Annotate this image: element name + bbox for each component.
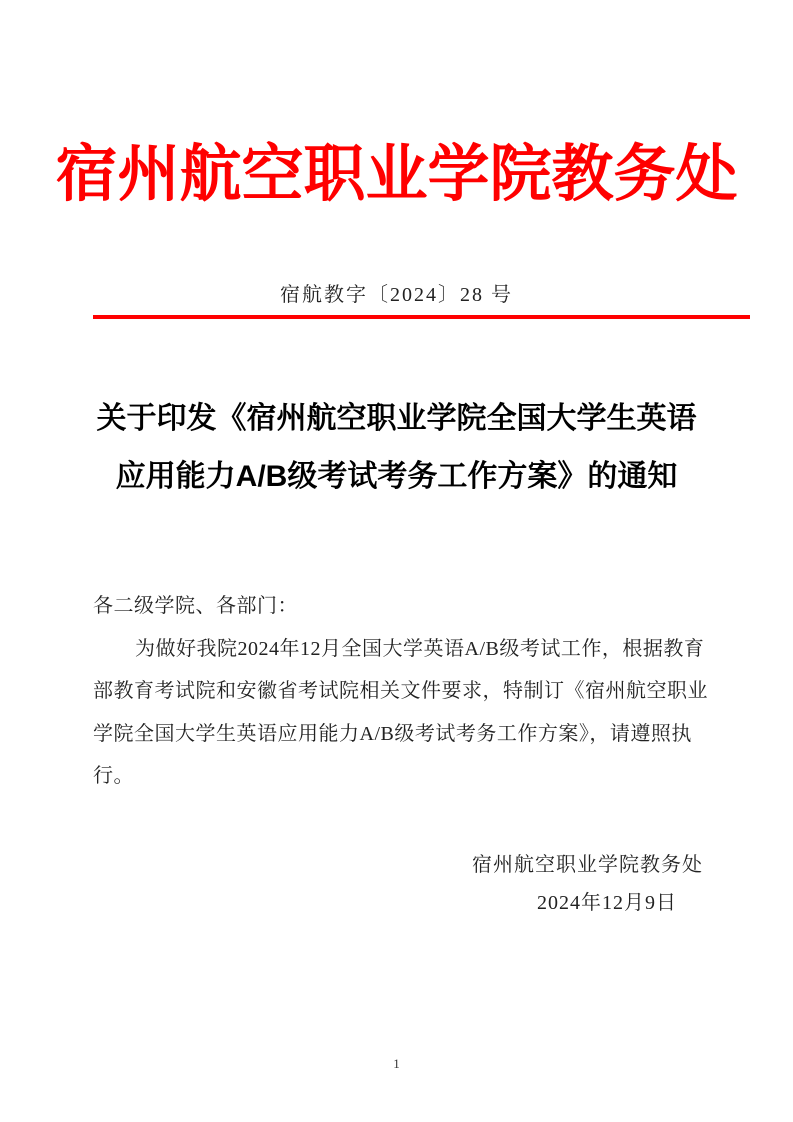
notice-title [0,390,793,506]
notice-title-line-2: 应用能力A/B级考试考务工作方案》的通知 [115,460,678,493]
page-number: 1 [393,1056,400,1071]
body-line-3: 学院全国大学生英语应用能力A/B级考试考务工作方案》，请遵照执 [93,722,692,745]
signature-organization: 宿州航空职业学院教务处 [472,854,703,876]
body-line-2: 部教育考试院和安徽省考试院相关文件要求，特制订《宿州航空职业 [93,680,708,702]
letterhead-title: 宿州航空职业学院教务处 [55,141,738,209]
body-line-4: 行。 [93,765,134,787]
notice-title-line-1: 关于印发《宿州航空职业学院全国大学生英语 [96,402,697,435]
body-paragraph [93,585,713,798]
red-divider-line [93,315,750,319]
body-line-1: 为做好我院2024年12月全国大学英语A/B级考试工作，根据教育 [135,637,705,660]
document-number: 宿航教字〔2024〕28 号 [280,284,513,306]
signature-date: 2024年12月9日 [537,892,677,914]
salutation-line: 各二级学院、各部门： [93,595,298,617]
